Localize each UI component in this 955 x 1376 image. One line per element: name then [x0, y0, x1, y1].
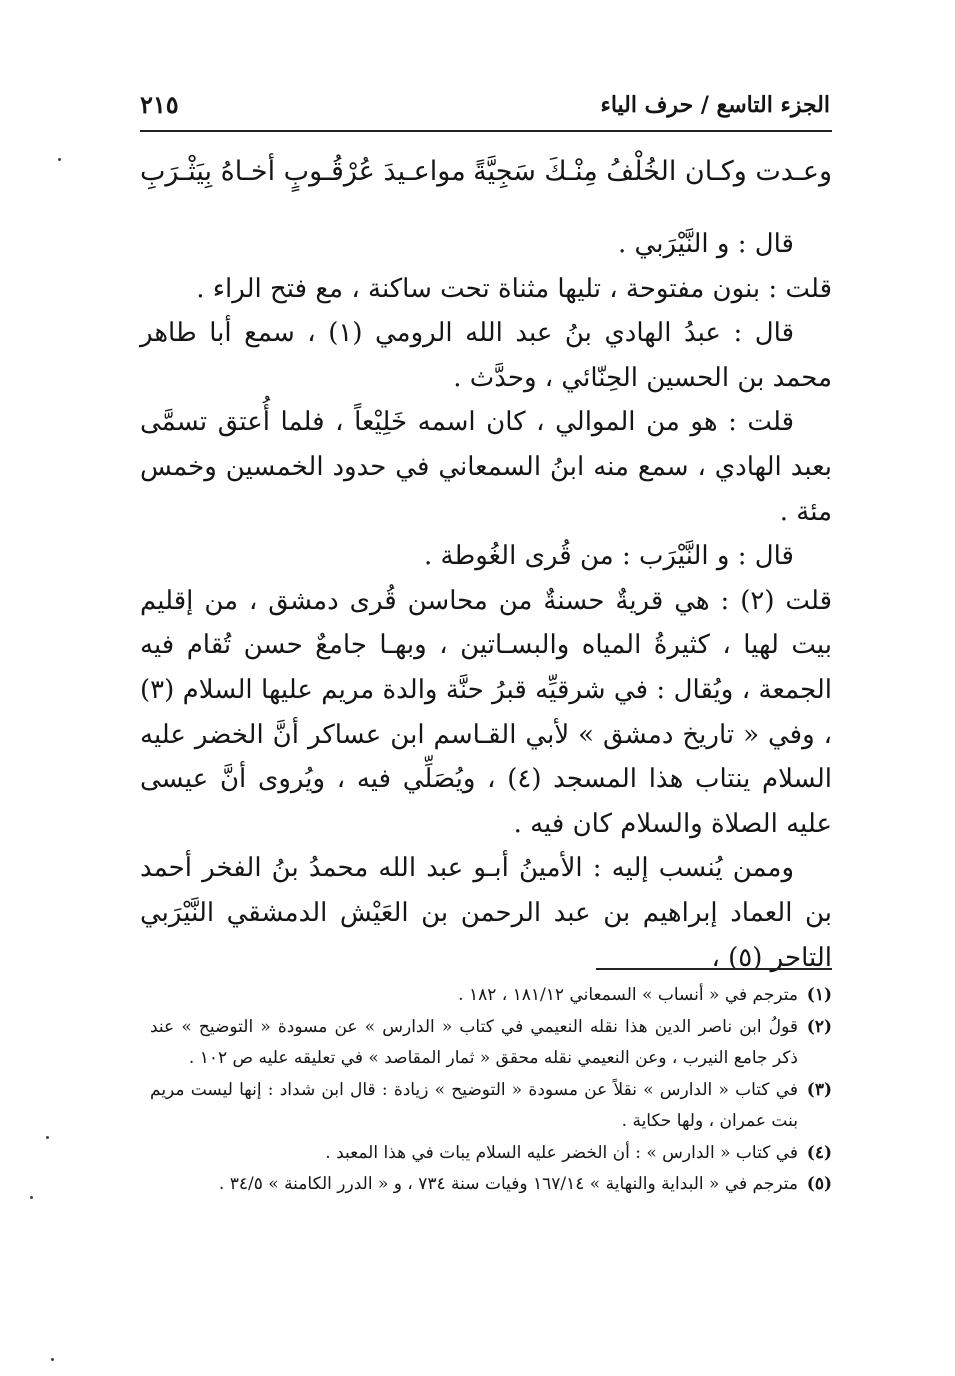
running-title: الجزء التاسع / حرف الياء: [600, 92, 830, 118]
footnote: [150, 1138, 832, 1170]
paragraph: قال : و النَّيْرَب : من قُرى الغُوطة .: [424, 541, 794, 572]
paragraph: قلت : هو من الموالي ، كان اسمه خَلِيْعاً ، فلما أُعتق تسمَّى بعبد الهادي ، سمع منه ابنُ السمعاني في حدود الخمسين وخمس مئة .: [140, 407, 832, 527]
footnote: [150, 980, 832, 1012]
scan-speck: [46, 1136, 49, 1139]
poetry-verse: [140, 150, 832, 202]
footnote-number: (٣): [806, 1079, 832, 1100]
footnote-number: (٢): [806, 1016, 832, 1037]
paragraph: قلت (٢) : هي قريةٌ حسنةٌ من محاسن قُرى دمشق ، من إقليم بيت لهيا ، كثيرةُ المياه والبسـاتين ، وبهـا جامعٌ حسن تُقام فيه الجمعة ، ويُقال : في شرقيِّه قبرُ حنَّة والدة مريم عليها السلام (٣) ، وفي « تاريخ دمشق » لأبي القـاسم ابن عساكر أنَّ الخضر عليه السلام ينتاب هذا المسجد (٤) ، ويُصَلِّي فيه ، ويُروى أنَّ عيسى عليه الصلاة والسلام كان فيه .: [140, 585, 832, 839]
verse-first-hemistich: وعـدت وكـان الخُلْفُ مِنْـكَ سَجِيَّةً: [473, 156, 832, 187]
main-text: [140, 222, 832, 980]
footnote-text: قولُ ابن ناصر الدين هذا نقله النعيمي في كتاب « الدارس » عن مسودة « التوضيح » عند ذكر جامع النيرب ، وعن النعيمي نقله محقق « ثمار المقاصد » في تعليقه عليه ص ١٠٢ .: [150, 1016, 798, 1068]
footnote-number: (٤): [806, 1142, 832, 1163]
footnote: [150, 1075, 832, 1138]
footnote-number: (١): [806, 985, 832, 1005]
footnote-text: في كتاب « الدارس » : أن الخضر عليه السلام يبات في هذا المعبد .: [325, 1142, 798, 1163]
footnotes: [150, 980, 832, 1201]
paragraph: قلت : بنون مفتوحة ، تليها مثناة تحت ساكنة ، مع فتح الراء .: [196, 273, 832, 304]
paragraph: وممن يُنسب إليه : الأمينُ أبـو عبد الله محمدُ بنُ الفخر أحمد بن العماد إبراهيم بن عبد الرحمن بن العَيْش الدمشقي النَّيْرَبي التاجر (٥) ،: [140, 853, 832, 973]
scan-speck: [51, 1358, 54, 1361]
footnote-rule: [596, 968, 832, 970]
verse-second-hemistich: مواعـيدَ عُرْقُـوبٍ أخـاهُ بِيَثْـرَبِ: [140, 156, 466, 187]
scan-speck: [58, 158, 61, 161]
footnote-text: مترجم في « البداية والنهاية » ١٦٧/١٤ وفيات سنة ٧٣٤ ، و « الدرر الكامنة » ٣٤/٥ .: [218, 1174, 798, 1194]
footnote-text: في كتاب « الدارس » نقلاً عن مسودة « التوضيح » زيادة : قال ابن شداد : إنها ليست مريم بنت عمران ، ولها حكاية .: [150, 1079, 798, 1131]
footnote-text: مترجم في « أنساب » السمعاني ١٨١/١٢ ، ١٨٢ .: [458, 985, 798, 1005]
footnote: [150, 1012, 832, 1075]
footnote-number: (٥): [806, 1174, 832, 1194]
scan-speck: [30, 1196, 33, 1199]
running-header: [140, 86, 830, 126]
footnote: [150, 1169, 832, 1201]
page-number: ٢١٥: [140, 90, 179, 119]
header-rule: [140, 130, 832, 132]
paragraph: قال : و النَّيْرَبي .: [618, 229, 794, 259]
paragraph: قال : عبدُ الهادي بنُ عبد الله الرومي (١) ، سمع أبا طاهر محمد بن الحسين الحِنّائي ، وحدَّث .: [140, 318, 832, 393]
